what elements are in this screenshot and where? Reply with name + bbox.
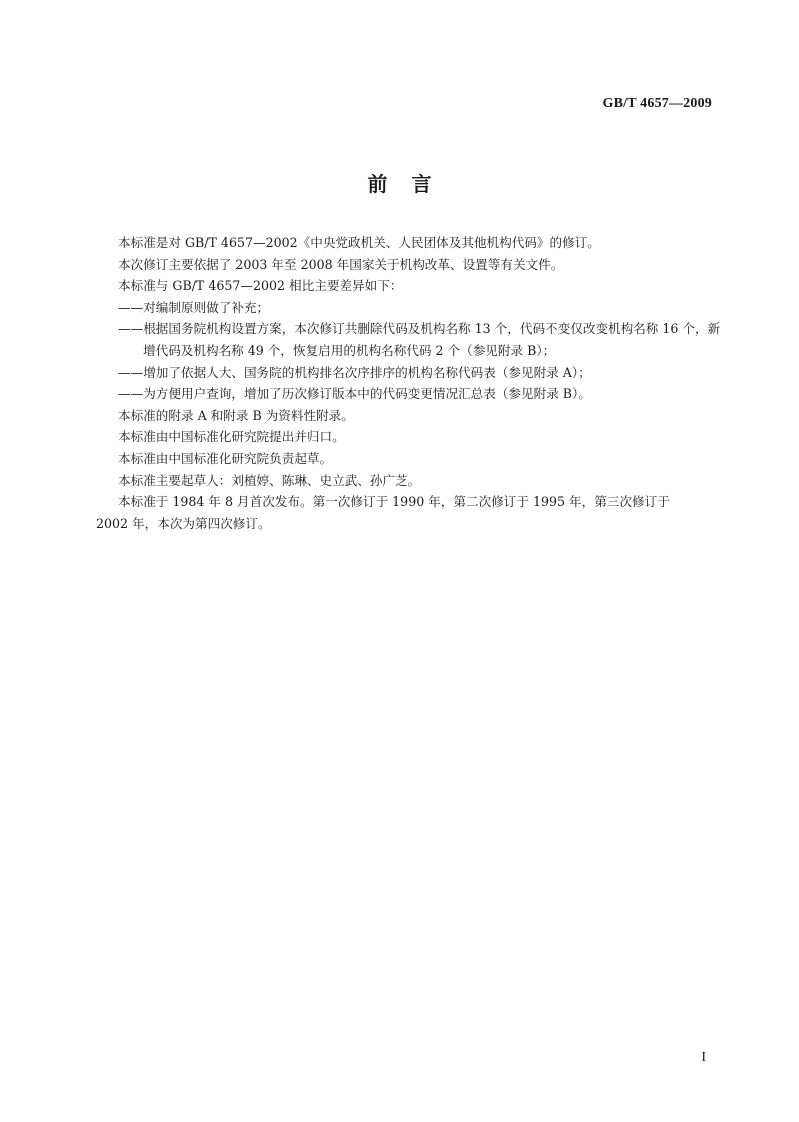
difference-item: ——对编制原则做了补充； <box>118 299 270 315</box>
paragraph-differences-intro: 本标准与 GB/T 4657—2002 相比主要差异如下： <box>118 278 403 294</box>
paragraph-basis: 本次修订主要依据了 2003 年至 2008 年国家关于机构改革、设置等有关文件。 <box>118 256 564 272</box>
page-title: 前言 <box>367 172 456 196</box>
paragraph-proposer: 本标准由中国标准化研究院提出并归口。 <box>118 429 345 445</box>
history-line-2: 2002 年，本次为第四次修订。 <box>96 515 271 531</box>
paragraph-drafters: 本标准主要起草人：刘植婷、陈琳、史立武、孙广芝。 <box>118 472 421 488</box>
paragraph-appendix-note: 本标准的附录 A 和附录 B 为资料性附录。 <box>118 407 354 423</box>
paragraph-revision-of: 本标准是对 GB/T 4657—2002《中央党政机关、人民团体及其他机构代码》的修订。 <box>118 235 600 250</box>
history-line-1: 本标准于 1984 年 8 月首次发布。第一次修订于 1990 年，第二次修订于 1995 年，第三次修订于 <box>118 494 670 510</box>
preface-body <box>96 232 722 534</box>
standard-number: GB/T 4657—2009 <box>602 96 712 111</box>
page-number: I <box>701 1050 706 1065</box>
paragraph-history <box>96 491 722 534</box>
paragraph-drafter-org: 本标准由中国标准化研究院负责起草。 <box>118 450 333 466</box>
difference-item: ——增加了依据人大、国务院的机构排名次序排序的机构名称代码表（参见附录 A）； <box>118 364 591 380</box>
difference-item: ——为方便用户查询，增加了历次修订版本中的代码变更情况汇总表（参见附录 B）。 <box>118 386 591 402</box>
difference-item: ——根据国务院机构设置方案，本次修订共删除代码及机构名称 13 个，代码不变仅改变机构名称 16 个，新增代码及机构名称 49 个，恢复启用的机构名称代码 2 个（参见附录 B）； <box>118 321 721 358</box>
